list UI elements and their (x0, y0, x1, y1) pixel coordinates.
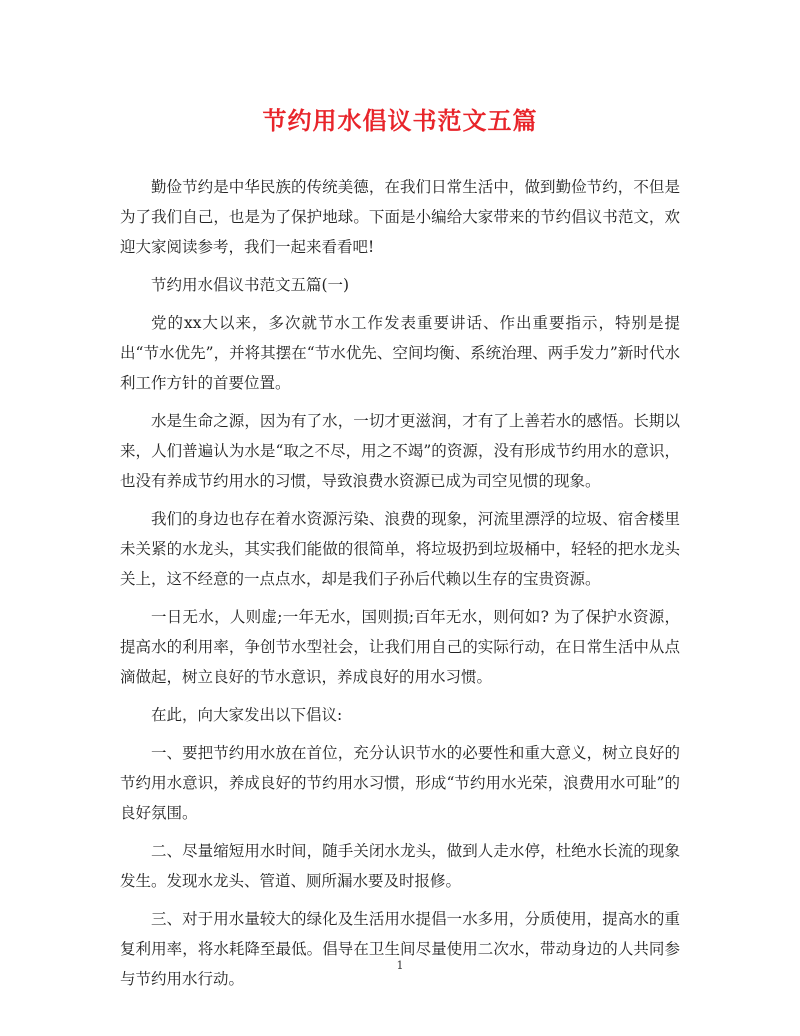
proposal-item-2: 二、尽量缩短用水时间，随手关闭水龙头，做到人走水停，杜绝水长流的现象发生。发现水龙头、管道、厕所漏水要及时报修。 (120, 842, 680, 890)
paragraph: 我们的身边也存在着水资源污染、浪费的现象，河流里漂浮的垃圾、宿舍楼里未关紧的水龙头，其实我们能做的很简单，将垃圾扔到垃圾桶中，轻轻的把水龙头关上，这不经意的一点点水，却是我们子孙后代赖以生存的宝贵资源。 (120, 510, 680, 588)
paragraph: 水是生命之源，因为有了水，一切才更滋润，才有了上善若水的感悟。长期以来，人们普遍认为水是“取之不尽，用之不竭”的资源，没有形成节约用水的意识，也没有养成节约用水的习惯，导致浪费水资源已成为司空见惯的现象。 (120, 412, 680, 490)
paragraph: 在此，向大家发出以下倡议: (151, 706, 343, 724)
paragraph-intro: 勤俭节约是中华民族的传统美德，在我们日常生活中，做到勤俭节约，不但是为了我们自己，也是为了保护地球。下面是小编给大家带来的节约倡议书范文，欢迎大家阅读参考，我们一起来看看吧! (120, 178, 680, 256)
proposal-item-1: 一、要把节约用水放在首位，充分认识节水的必要性和重大意义，树立良好的节约用水意识，养成良好的节约用水习惯，形成“节约用水光荣，浪费用水可耻”的良好氛围。 (120, 744, 680, 822)
document-body (120, 172, 680, 1002)
section-heading: 节约用水倡议书范文五篇(一) (151, 276, 350, 294)
paragraph: 一日无水，人则虚;一年无水，国则损;百年无水，则何如? 为了保护水资源，提高水的利用率，争创节水型社会，让我们用自己的实际行动，在日常生活中从点滴做起，树立良好的节水意识，养成良好的用水习惯。 (120, 608, 680, 686)
paragraph: 党的xx大以来，多次就节水工作发表重要讲话、作出重要指示，特别是提出“节水优先”，并将其摆在“节水优先、空间均衡、系统治理、两手发力”新时代水利工作方针的首要位置。 (120, 314, 680, 392)
page-number: 1 (396, 959, 404, 972)
document-title: 节约用水倡议书范文五篇 (262, 106, 538, 135)
proposal-item-3: 三、对于用水量较大的绿化及生活用水提倡一水多用，分质使用，提高水的重复利用率，将水耗降至最低。倡导在卫生间尽量使用二次水，带动身边的人共同参与节约用水行动。 (120, 910, 680, 988)
